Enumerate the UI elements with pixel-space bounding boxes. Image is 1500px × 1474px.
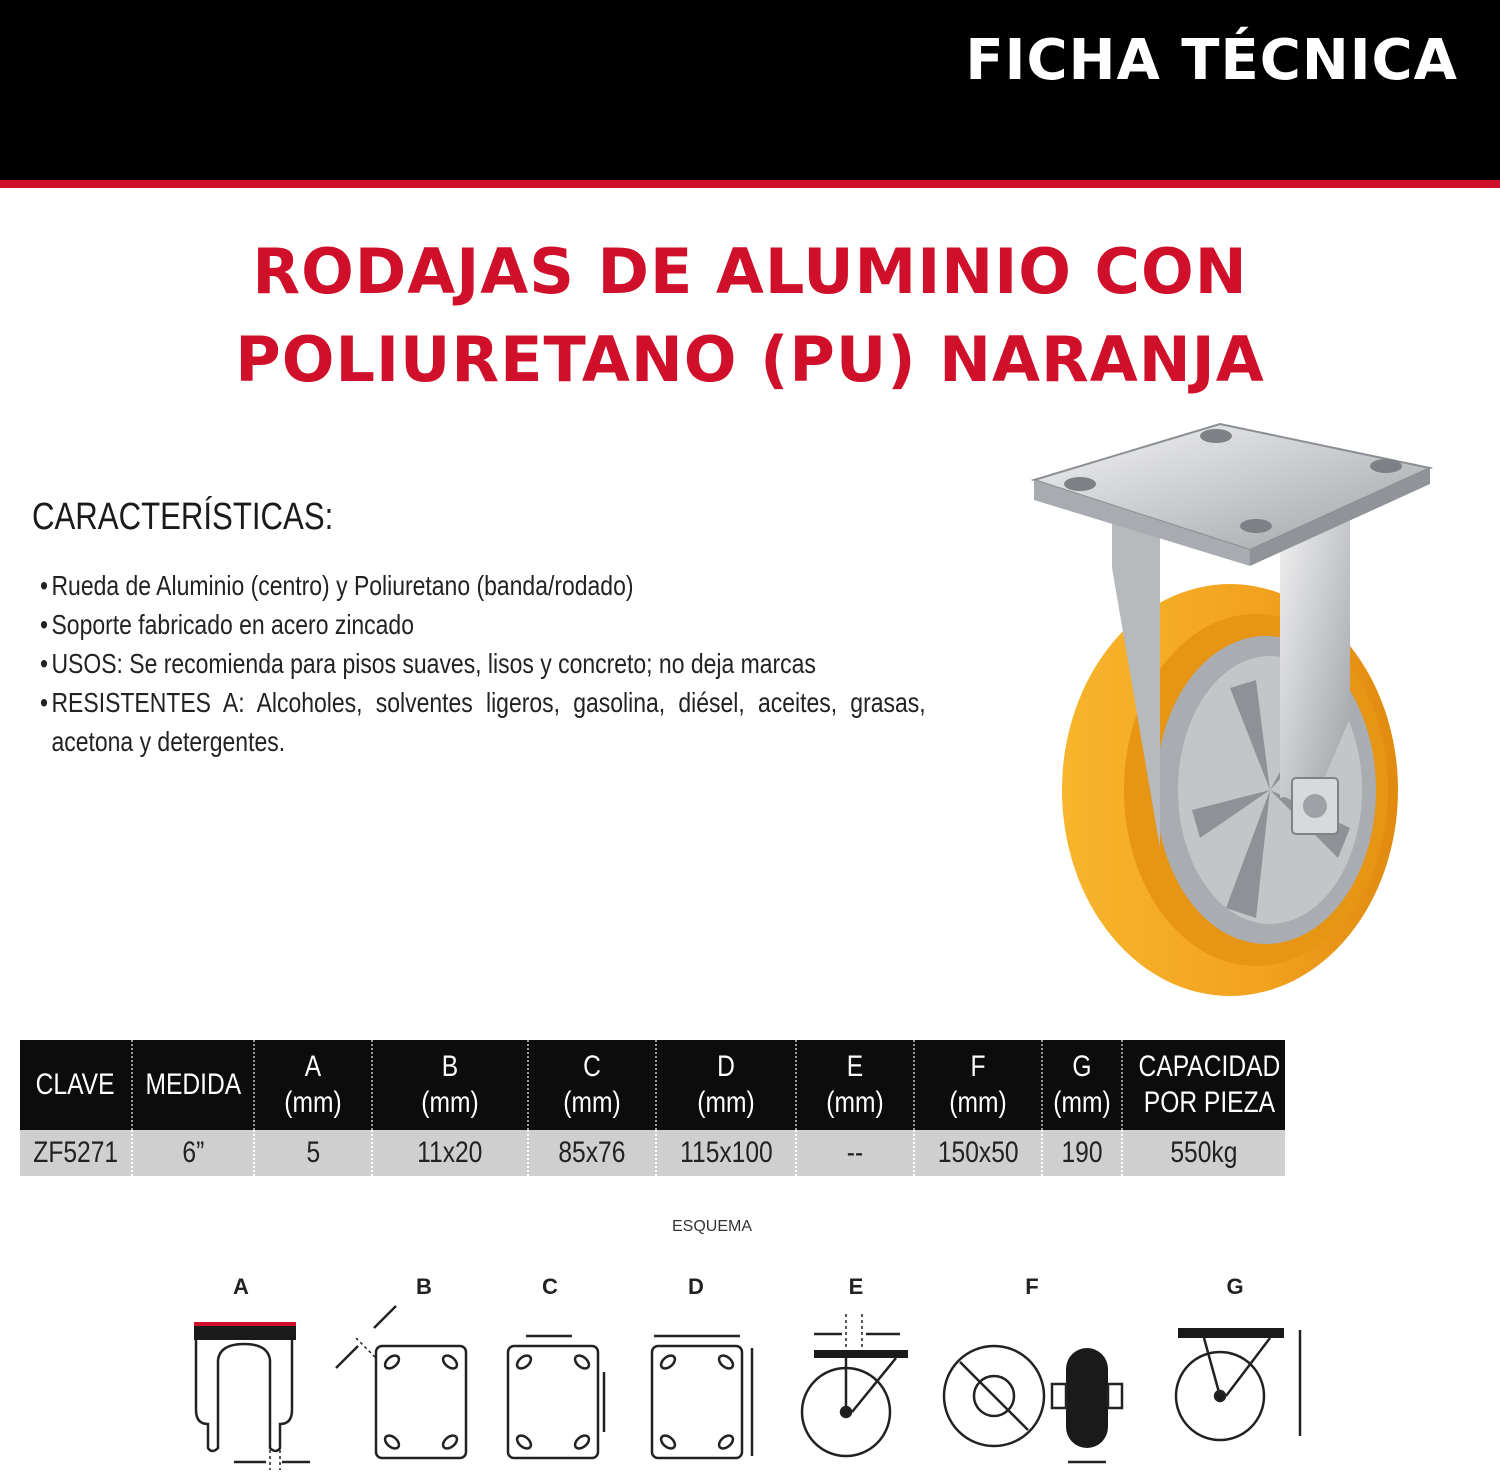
schema-a-fork-icon (194, 1322, 310, 1470)
cell-medida: 6” (132, 1130, 254, 1176)
header-title: FICHA TÉCNICA (965, 28, 1458, 93)
schema-letter-e: E (848, 1274, 864, 1299)
cell-e: -- (796, 1130, 914, 1176)
schema-b-plate-icon (336, 1306, 466, 1458)
col-header-medida: MEDIDA (132, 1040, 254, 1130)
col-header-f: F (mm) (914, 1040, 1042, 1130)
product-title-line2: POLIURETANO (PU) NARANJA (235, 323, 1265, 396)
specs-table (20, 1040, 1285, 1176)
cell-capacidad: 550kg (1122, 1130, 1285, 1176)
cell-d: 115x100 (656, 1130, 796, 1176)
col-header-c: C (mm) (528, 1040, 656, 1130)
feature-item: • Soporte fabricado en acero zincado (40, 605, 926, 644)
schema-f-wheel-icon (944, 1346, 1122, 1462)
col-header-d: D (mm) (656, 1040, 796, 1130)
col-header-b: B (mm) (372, 1040, 528, 1130)
features-heading: CARACTERÍSTICAS: (32, 496, 334, 538)
schema-c-plate-icon (508, 1336, 604, 1458)
cell-clave: ZF5271 (20, 1130, 132, 1176)
cell-g: 190 (1042, 1130, 1122, 1176)
cell-f: 150x50 (914, 1130, 1042, 1176)
cell-c: 85x76 (528, 1130, 656, 1176)
col-header-capacidad: CAPACIDAD POR PIEZA (1122, 1040, 1285, 1130)
schema-letter-c: C (542, 1274, 558, 1299)
schema-label: ESQUEMA (671, 1218, 752, 1235)
schema-letter-d: D (688, 1274, 704, 1299)
caster-wheel-image (1020, 418, 1440, 998)
table-header-row (20, 1040, 1285, 1130)
table-row (20, 1130, 1285, 1176)
col-header-e: E (mm) (796, 1040, 914, 1130)
schema-letter-a: A (233, 1274, 249, 1299)
schema-diagram (0, 1300, 1500, 1474)
col-header-clave: CLAVE (20, 1040, 132, 1130)
col-header-g: G (mm) (1042, 1040, 1122, 1130)
schema-letter-g: G (1226, 1274, 1244, 1299)
schema-letter-b: B (416, 1274, 432, 1299)
schema-letter-f: F (1025, 1274, 1039, 1299)
cell-a: 5 (254, 1130, 372, 1176)
features-list (40, 566, 926, 761)
schema-e-offset-icon (802, 1314, 908, 1456)
cell-b: 11x20 (372, 1130, 528, 1176)
header-red-stripe (0, 180, 1500, 188)
feature-item: • Rueda de Aluminio (centro) y Poliuretano (banda/rodado) (40, 566, 926, 605)
schema-g-height-icon (1176, 1328, 1300, 1440)
feature-item: • RESISTENTES A: Alcoholes, solventes ligeros, gasolina, diésel, aceites, grasas, acetona y detergentes. (40, 683, 926, 761)
schema-d-plate-icon (652, 1336, 752, 1458)
product-title-line1: RODAJAS DE ALUMINIO CON (252, 235, 1248, 308)
col-header-a: A (mm) (254, 1040, 372, 1130)
product-title (0, 228, 1500, 404)
feature-item: • USOS: Se recomienda para pisos suaves, lisos y concreto; no deja marcas (40, 644, 926, 683)
